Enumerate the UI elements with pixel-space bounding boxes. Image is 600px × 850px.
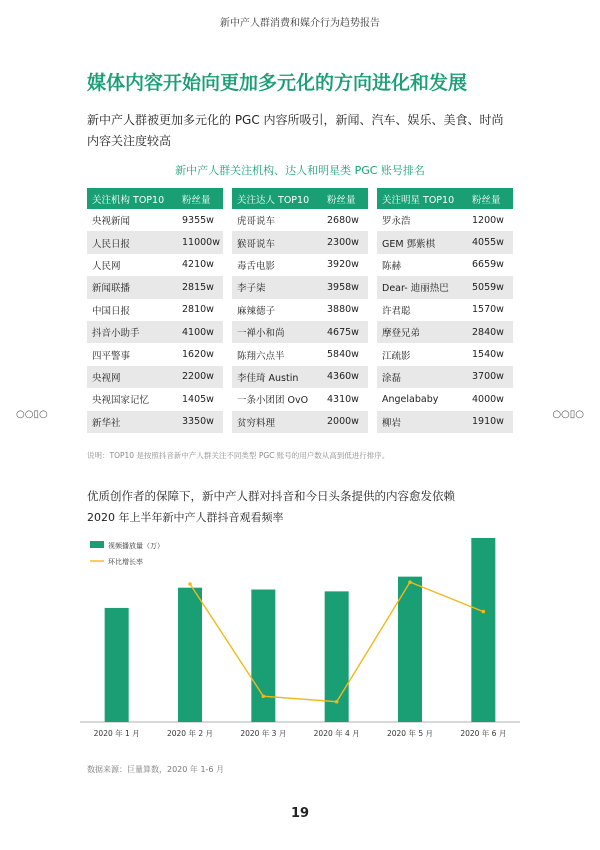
- account-name: 人民网: [92, 260, 121, 272]
- data-source: 数据来源：巨量算数，2020 年 1-6 月: [87, 765, 225, 774]
- table-row: [87, 388, 223, 410]
- fan-count: 1620w: [182, 349, 214, 361]
- growth-point: [335, 700, 339, 704]
- column-header-fans: 粉丝量: [467, 188, 513, 209]
- table-row: [87, 299, 223, 321]
- account-name: 毒舌电影: [237, 260, 276, 272]
- table-row: [232, 366, 368, 388]
- column-header-name: 关注明星 TOP10: [377, 188, 467, 209]
- fan-count: 3920w: [327, 259, 359, 271]
- fan-count: 2680w: [327, 214, 359, 226]
- side-decoration-left: ○○▯○: [16, 409, 48, 420]
- table-row: [232, 388, 368, 410]
- fan-count: 3350w: [177, 411, 223, 433]
- table-row: [377, 254, 513, 276]
- x-tick-label: 2020 年 4 月: [313, 729, 360, 738]
- fan-count: 4000w: [472, 393, 504, 405]
- fan-count: 5840w: [327, 349, 359, 361]
- running-header: 新中产人群消费和媒介行为趋势报告: [220, 18, 380, 29]
- fan-count: 2200w: [177, 366, 223, 388]
- fan-count: 3880w: [327, 304, 359, 316]
- fan-count: 1200w: [472, 214, 504, 226]
- fan-count: 5059w: [467, 276, 513, 298]
- fan-count: 1910w: [467, 411, 513, 433]
- fan-count: 2815w: [177, 276, 223, 298]
- table-row: [87, 411, 223, 433]
- fan-count: 3700w: [467, 366, 513, 388]
- account-name: 抖音小助手: [87, 321, 177, 343]
- table-row: [377, 299, 513, 321]
- account-name: 央视国家记忆: [92, 395, 150, 407]
- fan-count: 6659w: [472, 259, 504, 271]
- account-name: 江疏影: [382, 350, 411, 362]
- fan-count: 2000w: [322, 411, 368, 433]
- account-name: 柳岩: [377, 411, 467, 433]
- table-row: [232, 343, 368, 365]
- fan-count: 4055w: [467, 231, 513, 253]
- table-row: [377, 411, 513, 433]
- column-header-fans: 粉丝量: [322, 188, 368, 209]
- ranking-tables: [87, 188, 513, 433]
- account-name: 贫穷料理: [232, 411, 322, 433]
- account-name: 陈翔六点半: [237, 350, 285, 362]
- table-row: [87, 209, 223, 231]
- legend-bar-label: 视频播放量（万）: [108, 542, 164, 550]
- table-row: [87, 321, 223, 343]
- fan-count: 1570w: [472, 304, 504, 316]
- fan-count: 4100w: [177, 321, 223, 343]
- side-decoration-right: ○○▯○: [552, 409, 584, 420]
- table-row: [232, 321, 368, 343]
- ranking-table-3: [377, 188, 513, 433]
- table-row: [377, 209, 513, 231]
- account-name: 人民日报: [87, 231, 177, 253]
- ranking-table-2: [232, 188, 368, 433]
- fan-count: 11000w: [177, 231, 223, 253]
- account-name: 李子柒: [232, 276, 322, 298]
- bar: [178, 588, 202, 722]
- growth-point: [188, 582, 192, 586]
- legend-bar-swatch: [90, 541, 104, 548]
- column-header-fans: 粉丝量: [177, 188, 223, 209]
- table-row: [377, 366, 513, 388]
- section-intro: 新中产人群被更加多元化的 PGC 内容所吸引，新闻、汽车、娱乐、美食、时尚内容关注度较高: [87, 113, 504, 148]
- table-row: [377, 388, 513, 410]
- growth-point: [482, 610, 486, 614]
- fan-count: 4360w: [322, 366, 368, 388]
- column-header-name: 关注机构 TOP10: [87, 188, 177, 209]
- x-tick-label: 2020 年 2 月: [166, 729, 214, 738]
- account-name: 四平警事: [92, 350, 131, 362]
- bar: [398, 577, 422, 722]
- x-tick-label: 2020 年 1 月: [93, 729, 140, 738]
- bar: [105, 608, 129, 722]
- fan-count: 1540w: [472, 349, 504, 361]
- x-tick-label: 2020 年 3 月: [240, 729, 287, 738]
- account-name: Angelababy: [382, 393, 439, 405]
- table-row: [232, 254, 368, 276]
- chart-subtitle: 2020 年上半年新中产人群抖音观看频率: [87, 511, 284, 524]
- table-row: [232, 231, 368, 253]
- table-row: [87, 231, 223, 253]
- legend-line-label: 环比增长率: [108, 558, 143, 566]
- fan-count: 2300w: [322, 231, 368, 253]
- bar: [251, 590, 275, 722]
- account-name: 猴哥说车: [232, 231, 322, 253]
- account-name: 中国日报: [92, 305, 131, 317]
- fan-count: 4310w: [327, 393, 359, 405]
- account-name: 涂磊: [377, 366, 467, 388]
- x-tick-label: 2020 年 6 月: [460, 729, 507, 738]
- fan-count: 4210w: [182, 259, 214, 271]
- page-number: 19: [290, 806, 310, 821]
- account-name: 罗永浩: [382, 216, 411, 228]
- fan-count: 9355w: [182, 214, 214, 226]
- account-name: 新闻联播: [87, 276, 177, 298]
- table-row: [232, 209, 368, 231]
- account-name: 新华社: [87, 411, 177, 433]
- fan-count: 4675w: [322, 321, 368, 343]
- section-title: 媒体内容开始向更加多元化的方向进化和发展: [87, 72, 468, 94]
- chart-section-title: 优质创作者的保障下，新中产人群对抖音和今日头条提供的内容愈发依赖: [87, 489, 455, 503]
- table-row: [87, 276, 223, 298]
- account-name: 一条小团团 OvO: [237, 395, 309, 407]
- table-row: [87, 254, 223, 276]
- growth-point: [262, 694, 266, 698]
- growth-point: [408, 580, 412, 584]
- account-name: 虎哥说车: [237, 216, 276, 228]
- account-name: 央视网: [87, 366, 177, 388]
- fan-count: 3958w: [322, 276, 368, 298]
- fan-count: 1405w: [182, 393, 214, 405]
- column-header-name: 关注达人 TOP10: [232, 188, 322, 209]
- account-name: 陈赫: [382, 260, 402, 272]
- account-name: 麻辣德子: [237, 305, 276, 317]
- table-row: [232, 276, 368, 298]
- table-row: [87, 343, 223, 365]
- account-name: 一禅小和尚: [232, 321, 322, 343]
- ranking-table-title: 新中产人群关注机构、达人和明星类 PGC 账号排名: [175, 164, 425, 177]
- ranking-table-1: [87, 188, 223, 433]
- account-name: Dear- 迪丽热巴: [377, 276, 467, 298]
- table-row: [377, 276, 513, 298]
- views-chart: [80, 530, 520, 752]
- table-row: [377, 343, 513, 365]
- account-name: 摩登兄弟: [377, 321, 467, 343]
- table-row: [232, 299, 368, 321]
- bar: [471, 538, 495, 722]
- table-row: [377, 321, 513, 343]
- table-row: [377, 231, 513, 253]
- table-row: [87, 366, 223, 388]
- account-name: 李佳琦 Austin: [232, 366, 322, 388]
- account-name: GEM 鄧紫棋: [377, 231, 467, 253]
- table-row: [232, 411, 368, 433]
- account-name: 央视新闻: [92, 216, 131, 228]
- ranking-note: 说明：TOP10 是按照抖音新中产人群关注不同类型 PGC 账号的用户数从高到低进行排序。: [87, 451, 390, 460]
- fan-count: 2840w: [467, 321, 513, 343]
- x-tick-label: 2020 年 5 月: [386, 729, 434, 738]
- fan-count: 2810w: [182, 304, 214, 316]
- account-name: 许君聪: [382, 305, 411, 317]
